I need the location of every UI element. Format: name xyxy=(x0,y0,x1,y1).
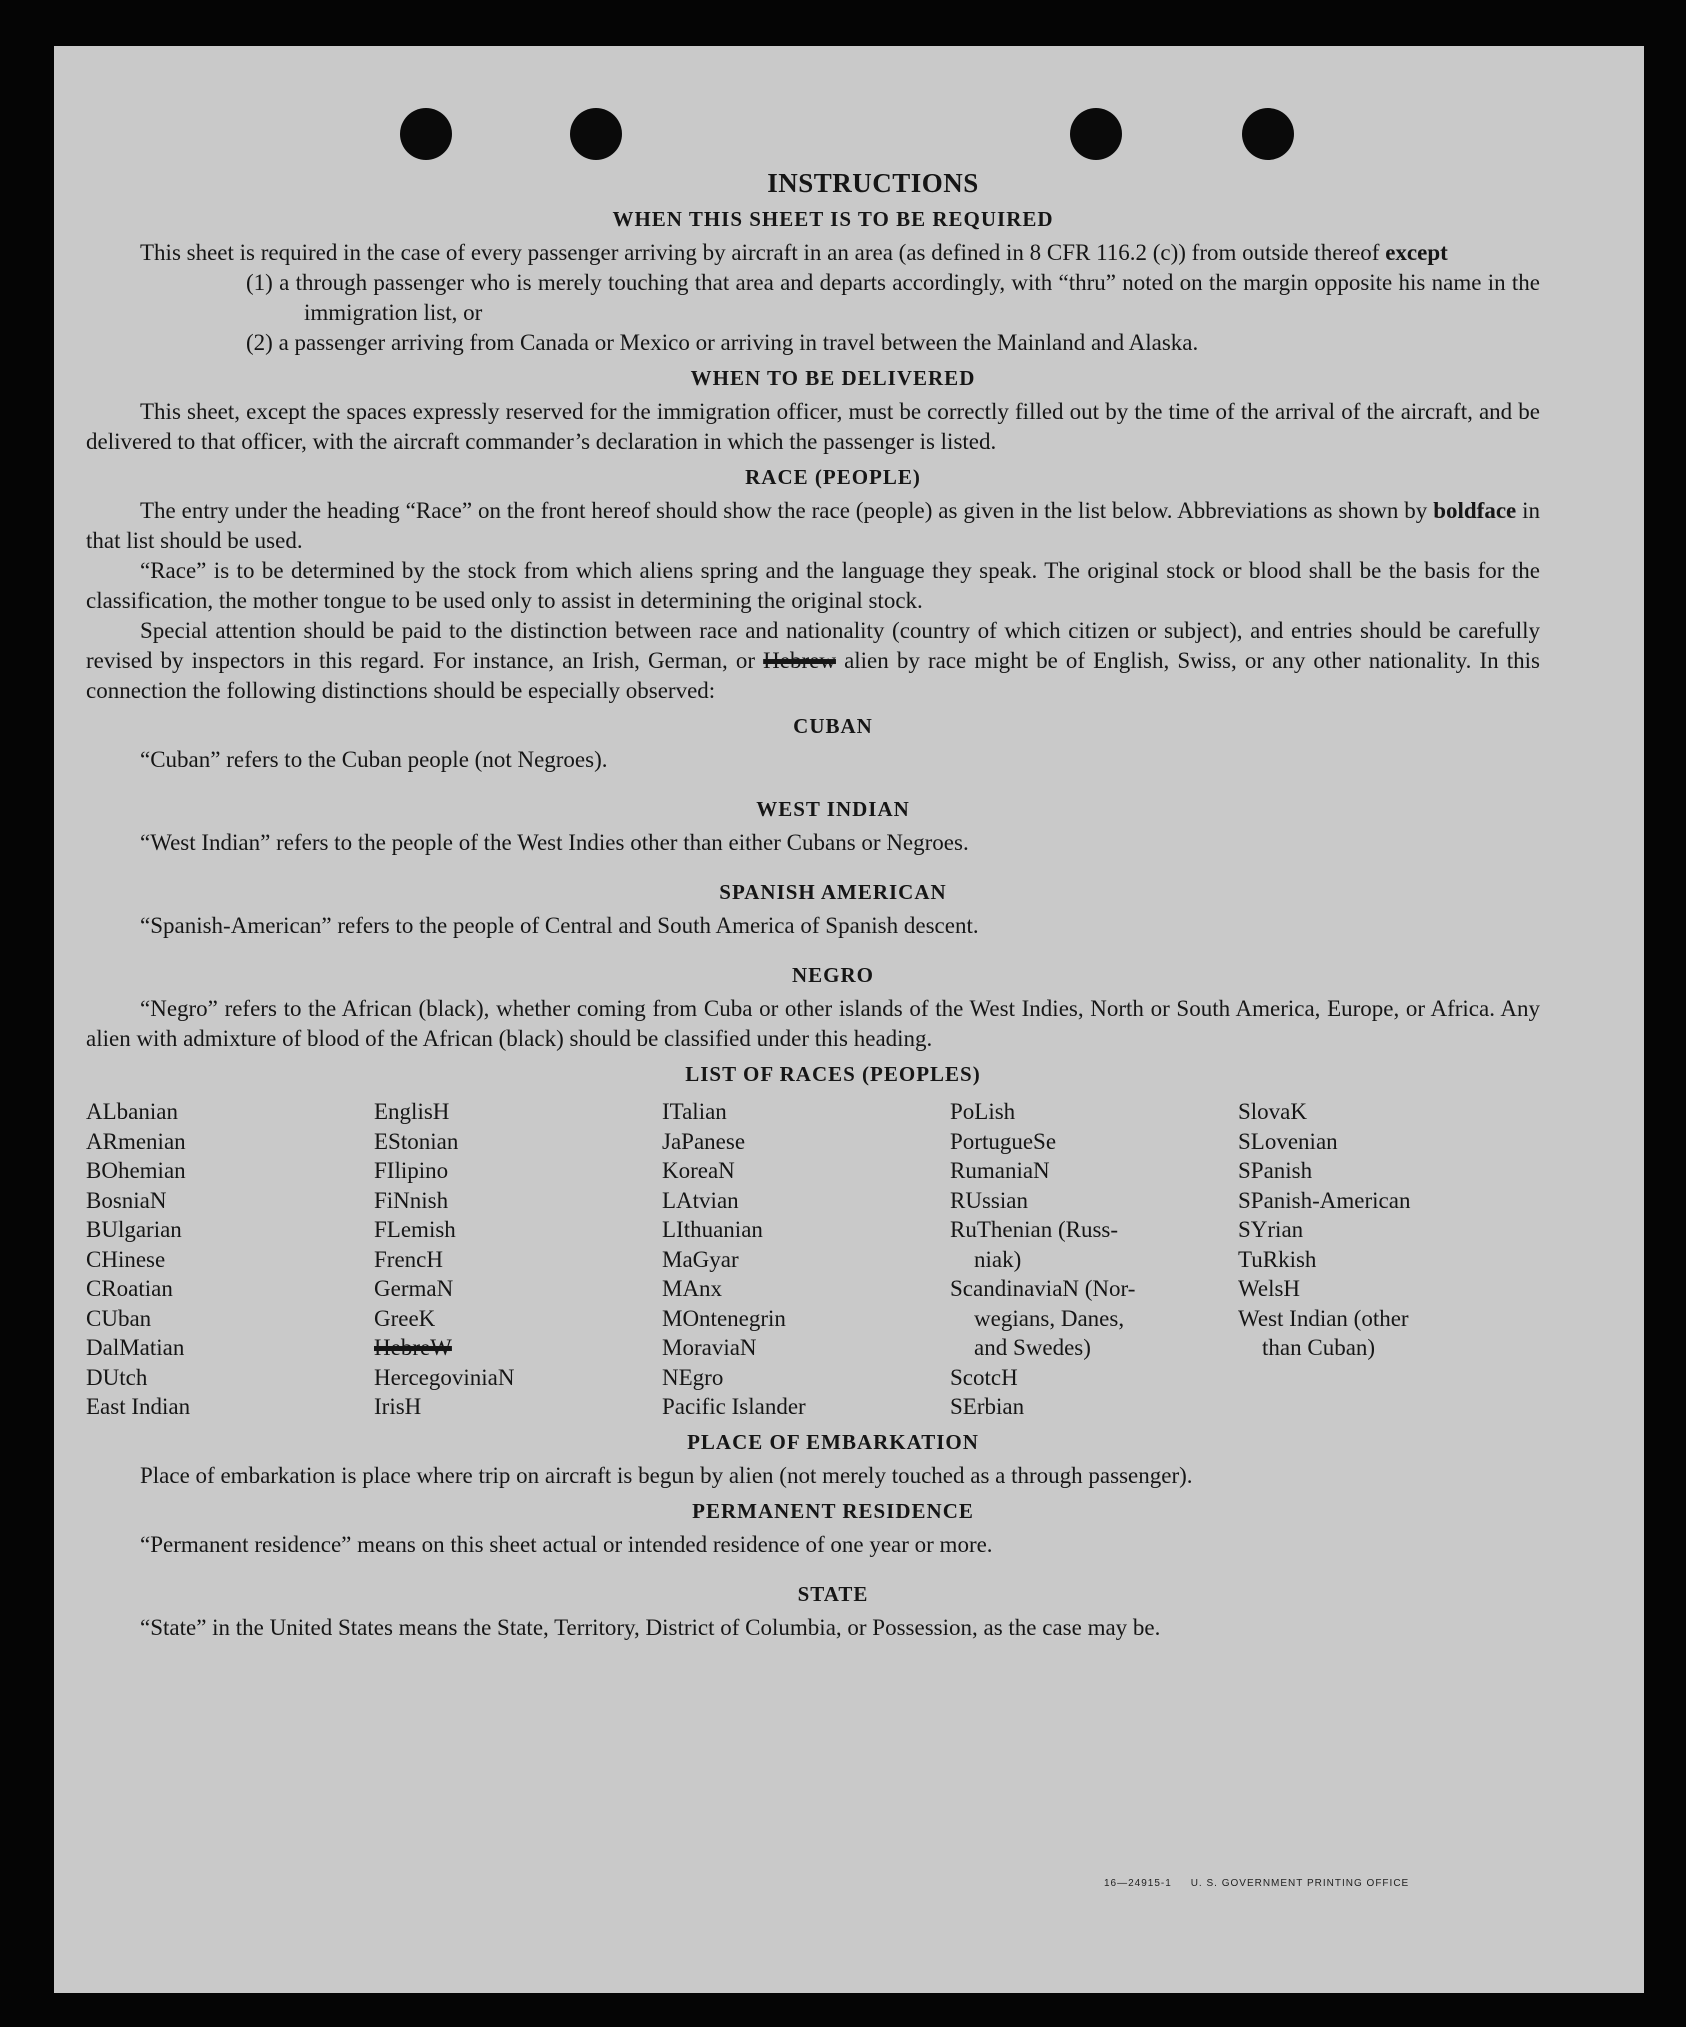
race-entry: MoraviaN xyxy=(662,1335,757,1360)
race-entry: WelsH xyxy=(1238,1276,1301,1301)
race-entry: LIthuanian xyxy=(662,1217,763,1242)
heading-list-of-races: LIST OF RACES (PEOPLES) xyxy=(685,1062,981,1086)
race-entry: MAnx xyxy=(662,1276,723,1301)
race-entry: SErbian xyxy=(950,1394,1025,1419)
race-entry: PortugueSe xyxy=(950,1128,1057,1154)
race-entry: BUlgarian xyxy=(86,1217,182,1242)
heading-negro: NEGRO xyxy=(791,963,874,987)
race-entry: SlovaK xyxy=(1238,1099,1307,1124)
race-entry: BosniaN xyxy=(86,1187,167,1213)
race-entry: GermaN xyxy=(374,1276,454,1301)
instruction-sheet xyxy=(54,46,1644,1993)
race-entry: FrencH xyxy=(374,1246,443,1272)
paragraph-west-indian: “West Indian” refers to the people of the West Indies other than either Cubans or Negroes. xyxy=(140,830,969,855)
race-entry: TuRkish xyxy=(1238,1246,1317,1272)
race-entry: SLovenian xyxy=(1238,1128,1338,1154)
heading-embarkation: PLACE OF EMBARKATION xyxy=(687,1429,979,1454)
race-entry: East Indian xyxy=(86,1394,191,1419)
race-entry: ScotcH xyxy=(950,1364,1018,1390)
race-entry: DalMatian xyxy=(86,1335,185,1360)
race-entry: EStonian xyxy=(374,1128,459,1154)
struck-word: Hebrew xyxy=(763,648,836,673)
heading-west-indian: WEST INDIAN xyxy=(756,797,910,821)
list-item: (2) a passenger arriving from Canada or Mexico or arriving in travel between the Mainland and Alaska. xyxy=(246,330,1199,355)
paragraph-state: “State” in the United States means the State, Territory, District of Columbia, or Possession, as the case may be. xyxy=(140,1614,1161,1640)
race-entry: NEgro xyxy=(662,1364,724,1390)
race-entry: SYrian xyxy=(1238,1217,1304,1242)
paragraph-race-2: “Race” is to be determined by the stock from which aliens spring and the language they speak. The original stock or blood shall be the basis for the classification, the mother tongue to be used only to assist in determining the original stock. xyxy=(86,558,1540,613)
paragraph-race-3: Special attention should be paid to the distinction between race and nationality (country of which citizen or subject), and entries should be carefully revised by inspectors in this regard. For instance, an Irish, German, or Hebrew alien by race might be of English, Swiss, or any other nationality. In this connection the following distinctions should be especially observed: xyxy=(86,618,1541,703)
heading-race: RACE (PEOPLE) xyxy=(745,465,921,489)
punch-hole xyxy=(1242,108,1294,160)
race-entry: GreeK xyxy=(374,1305,436,1331)
race-list xyxy=(86,1097,1540,1422)
race-entry: SPanish-American xyxy=(1238,1187,1411,1213)
heading-cuban: CUBAN xyxy=(793,714,873,738)
race-entry-continued: wegians, Danes, xyxy=(974,1305,1125,1331)
race-entry: JaPanese xyxy=(662,1128,746,1154)
heading-delivered: WHEN TO BE DELIVERED xyxy=(690,366,976,390)
race-entry: West Indian (other xyxy=(1238,1305,1409,1331)
heading-permanent-residence: PERMANENT RESIDENCE xyxy=(692,1498,974,1523)
heading-required: WHEN THIS SHEET IS TO BE REQUIRED xyxy=(612,207,1054,231)
race-entry: FLemish xyxy=(374,1217,456,1242)
punch-hole xyxy=(570,108,622,160)
printer-imprint: 16—24915-1 U. S. GOVERNMENT PRINTING OFFICE xyxy=(1104,1878,1410,1889)
race-entry: ARmenian xyxy=(86,1128,186,1154)
race-column xyxy=(662,1097,950,1422)
race-entry-continued: and Swedes) xyxy=(974,1335,1091,1360)
race-entry: PoLish xyxy=(950,1099,1016,1124)
page-title: INSTRUCTIONS xyxy=(767,168,979,198)
race-entry: EnglisH xyxy=(374,1099,450,1124)
paragraph-negro: “Negro” refers to the African (black), whether coming from Cuba or other islands of the West Indies, North or South America, Europe, or Africa. Any alien with admixture of blood of the African (black) should be classified under this heading. xyxy=(86,996,1540,1051)
paragraph-race-1: The entry under the heading “Race” on the front hereof should show the race (people) as given in the list below. Abbreviations as shown by boldface in that list should be used. xyxy=(86,498,1541,553)
punch-hole xyxy=(1070,108,1122,160)
instructions-body xyxy=(86,168,1540,1643)
race-entry: MOntenegrin xyxy=(662,1305,786,1331)
race-entry-continued: than Cuban) xyxy=(1262,1335,1376,1360)
heading-spanish-american: SPANISH AMERICAN xyxy=(719,880,947,904)
paragraph-delivered: This sheet, except the spaces expressly reserved for the immigration officer, must be correctly filled out by the time of the arrival of the aircraft, and be delivered to that officer, with the aircraft commander’s declaration in which the passenger is listed. xyxy=(86,399,1540,454)
race-entry: ALbanian xyxy=(86,1099,178,1124)
race-entry: IrisH xyxy=(374,1394,422,1419)
race-entry: FIlipino xyxy=(374,1158,449,1183)
heading-state: STATE xyxy=(797,1581,869,1606)
race-entry: FiNnish xyxy=(374,1187,449,1213)
paragraph-embarkation: Place of embarkation is place where trip on aircraft is begun by alien (not merely touched as a through passenger). xyxy=(140,1462,1193,1488)
race-entry: ITalian xyxy=(662,1099,727,1124)
race-entry: HercegoviniaN xyxy=(374,1364,515,1390)
race-entry: RuThenian (Russ- xyxy=(950,1217,1119,1242)
race-column xyxy=(950,1097,1238,1422)
list-item: (1) a through passenger who is merely touching that area and departs accordingly, with “thru” noted on the margin opposite his name in the immigration list, or xyxy=(246,270,1540,325)
race-entry: RUssian xyxy=(950,1187,1028,1213)
race-entry: DUtch xyxy=(86,1364,148,1390)
race-entry: RumaniaN xyxy=(950,1158,1050,1183)
race-column xyxy=(1238,1097,1526,1422)
race-entry-struck: HebreW xyxy=(374,1335,452,1360)
race-column xyxy=(86,1097,374,1422)
race-column xyxy=(374,1097,662,1422)
race-entry: LAtvian xyxy=(662,1187,739,1213)
paragraph-spanish-american: “Spanish-American” refers to the people of Central and South America of Spanish descent. xyxy=(140,913,979,938)
race-entry: ScandinaviaN (Nor- xyxy=(950,1276,1136,1301)
race-entry: BOhemian xyxy=(86,1158,186,1183)
race-entry: KoreaN xyxy=(662,1158,735,1183)
race-entry: CHinese xyxy=(86,1246,166,1272)
race-entry: Pacific Islander xyxy=(662,1394,806,1419)
race-entry: CUban xyxy=(86,1305,152,1331)
paragraph-required: This sheet is required in the case of every passenger arriving by aircraft in an area (as defined in 8 CFR 116.2 (c)) from outside thereof except xyxy=(140,240,1448,265)
race-entry: SPanish xyxy=(1238,1158,1313,1183)
punch-hole xyxy=(400,108,452,160)
race-entry: MaGyar xyxy=(662,1246,739,1272)
race-entry-continued: niak) xyxy=(974,1246,1022,1272)
paragraph-permanent-residence: “Permanent residence” means on this sheet actual or intended residence of one year or more. xyxy=(140,1531,993,1557)
paragraph-cuban: “Cuban” refers to the Cuban people (not Negroes). xyxy=(140,747,608,772)
race-entry: CRoatian xyxy=(86,1276,173,1301)
